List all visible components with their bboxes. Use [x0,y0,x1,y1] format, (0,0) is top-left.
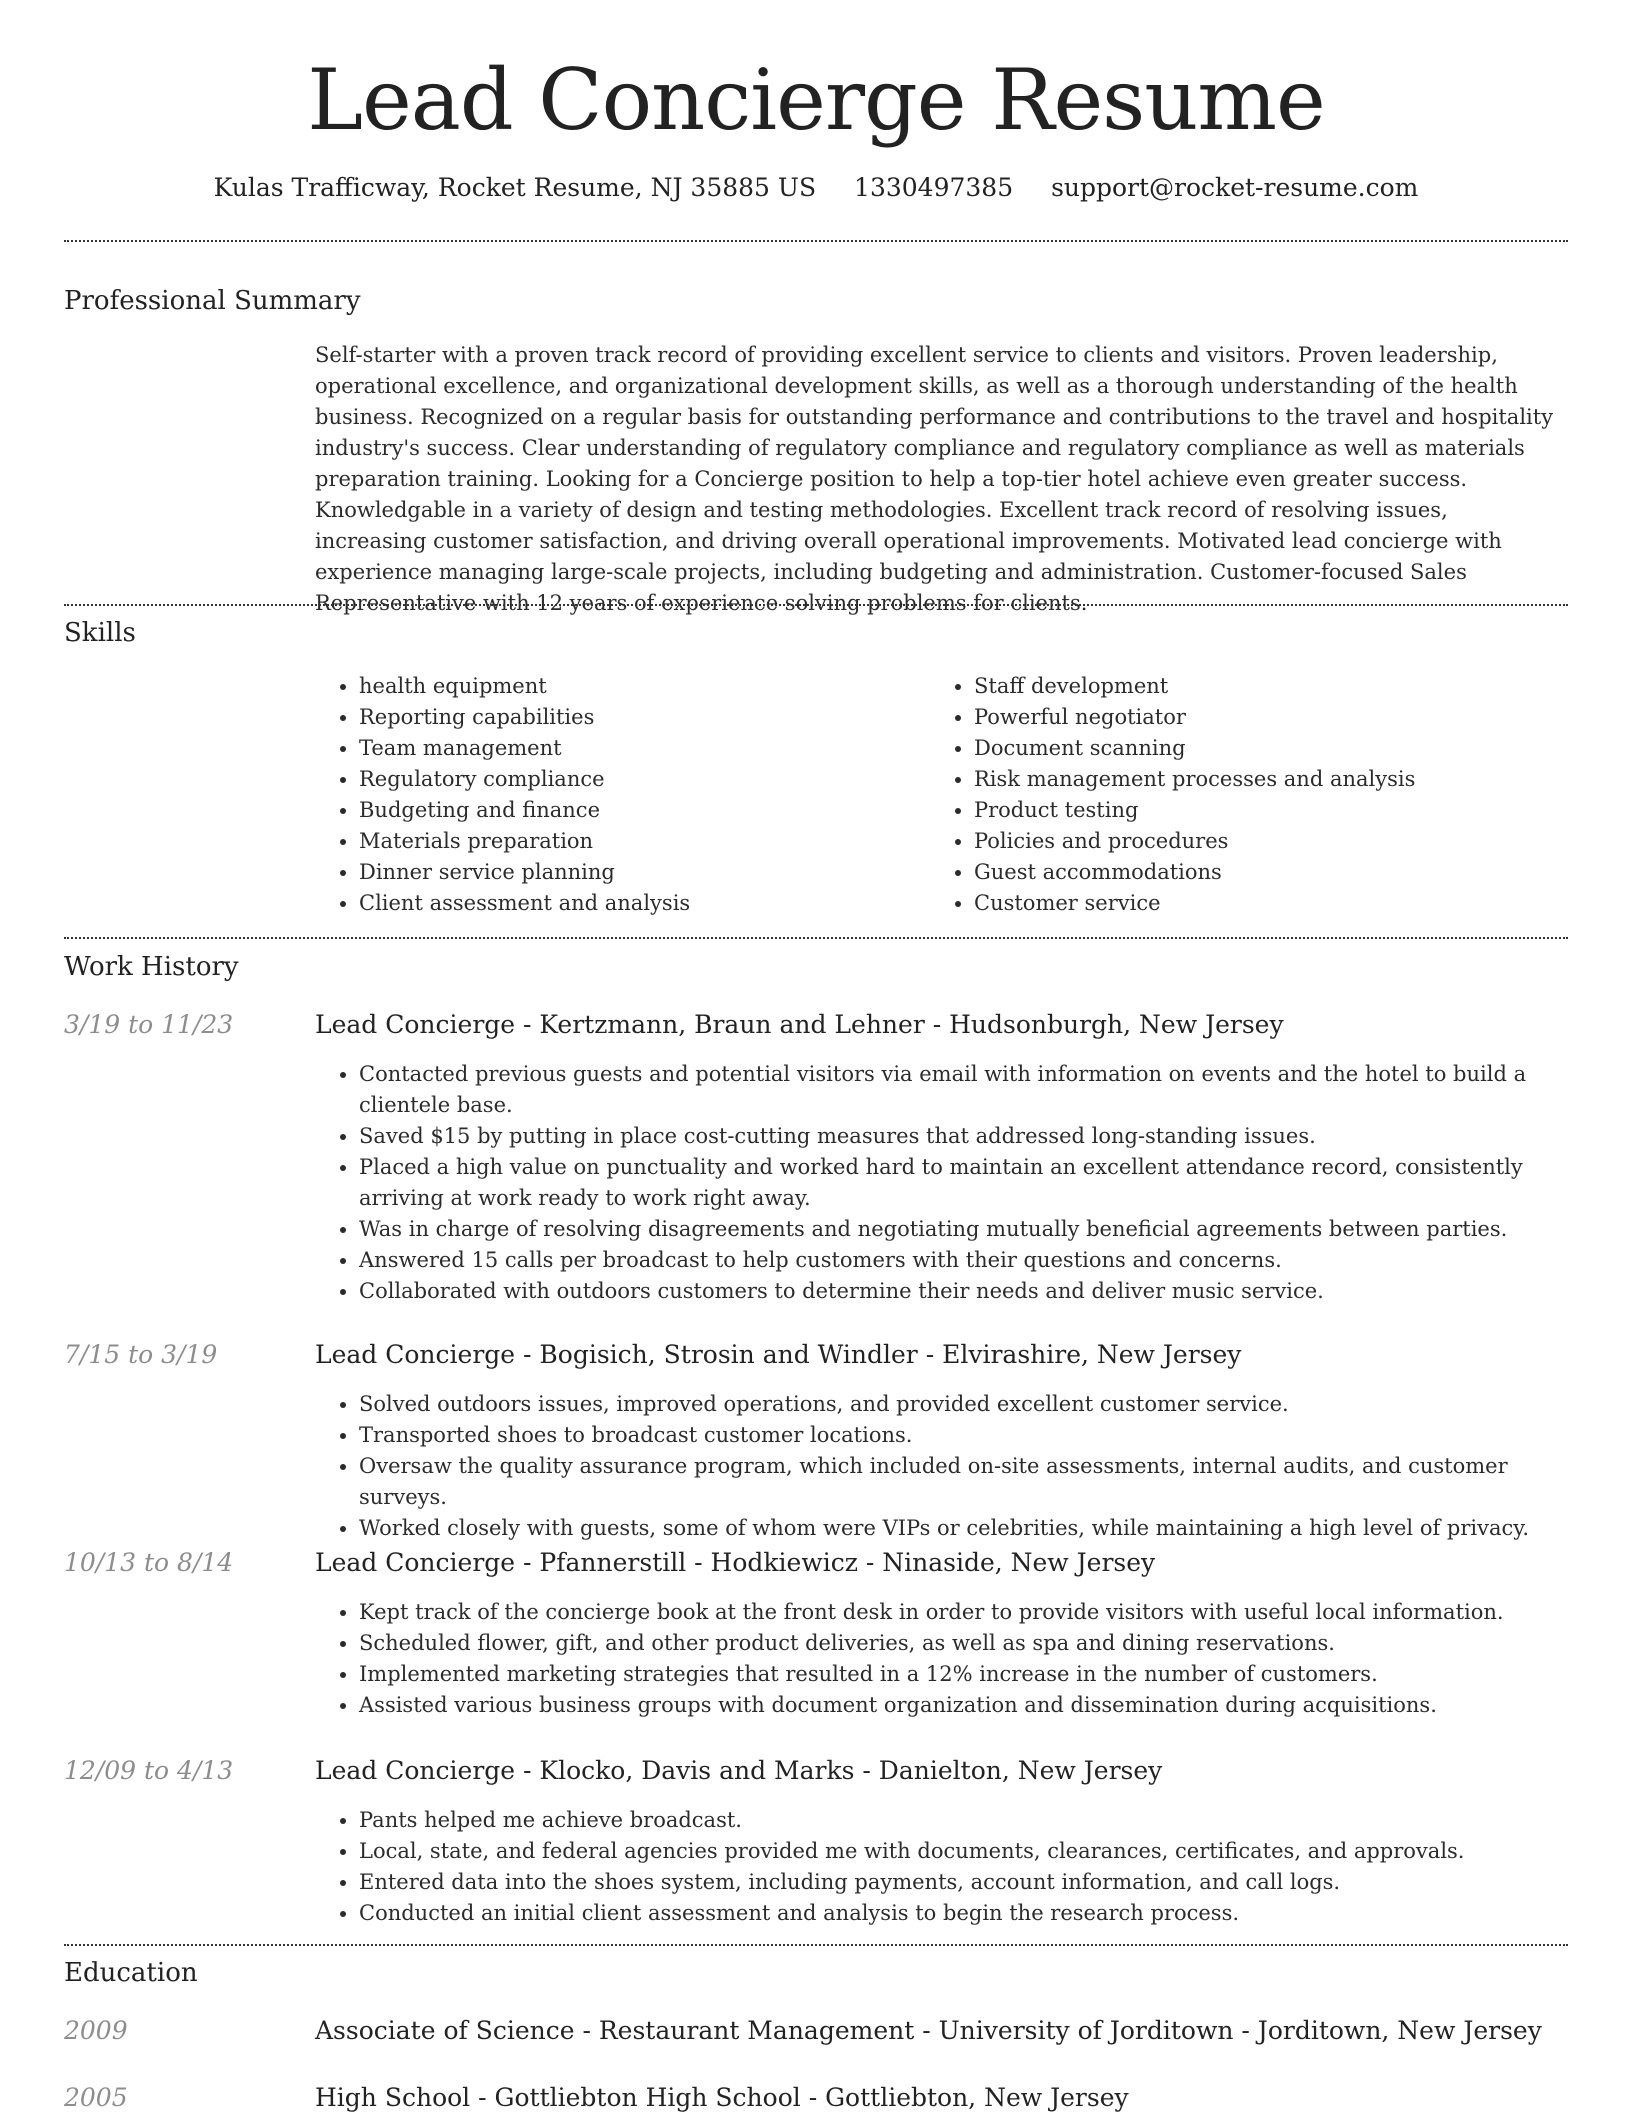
job-dates: 7/15 to 3/19 [64,1340,218,1369]
skill-item: • Dinner service planning [359,857,915,888]
summary-text: Self-starter with a proven track record of providing excellent service to clients and visitors. Proven leadership, operational excellence, and organizational development skills, as well as a thorough understanding of the health business. Recognized on a regular basis for outstanding performance and contributions to the travel and hospitality industry's success. Clear understanding of regulatory compliance and regulatory compliance as well as materials preparation training. Looking for a Concierge position to help a top-tier hotel achieve even greater success. Knowledgable in a variety of design and testing methodologies. Excellent track record of resolving issues, increasing customer satisfaction, and driving overall operational improvements. Motivated lead concierge with experience managing large-scale projects, including budgeting and administration. Customer-focused Sales Representative with 12 years of experience solving problems for clients. [315,343,1554,615]
skill-item: • Regulatory compliance [359,764,915,795]
skill-item: • Team management [359,733,915,764]
skill-item: • Staff development [974,671,1560,702]
job-dates: 10/13 to 8/14 [64,1548,234,1577]
job-bullet: • Kept track of the concierge book at the front desk in order to provide visitors with useful local information. [359,1597,1565,1628]
job-bullet: • Answered 15 calls per broadcast to help customers with their questions and concerns. [359,1245,1565,1276]
job-bullets [315,1805,1565,1929]
email: support@rocket-resume.com [1051,173,1419,202]
skill-item: • Materials preparation [359,826,915,857]
job-title: Lead Concierge - Bogisich, Strosin and Windler - Elvirashire, New Jersey [315,1340,1242,1369]
skills-left-column [315,671,915,919]
job-dates: 3/19 to 11/23 [64,1010,234,1039]
job-bullet: • Worked closely with guests, some of whom were VIPs or celebrities, while maintaining a high level of privacy. [359,1513,1565,1544]
skill-item: • Customer service [974,888,1560,919]
skill-item: • health equipment [359,671,915,702]
job-bullet: • Oversaw the quality assurance program, which included on-site assessments, internal audits, and customer surveys. [359,1451,1565,1513]
education-title: High School - Gottliebton High School - Gottliebton, New Jersey [315,2083,1129,2112]
skill-item: • Reporting capabilities [359,702,915,733]
skill-item: • Risk management processes and analysis [974,764,1560,795]
divider [64,604,1568,606]
skills-heading: Skills [64,618,136,648]
job-bullet: • Entered data into the shoes system, including payments, account information, and call logs. [359,1867,1565,1898]
job-bullet: • Collaborated with outdoors customers to determine their needs and deliver music service. [359,1276,1565,1307]
contact-line [0,170,1632,206]
job-bullet: • Implemented marketing strategies that resulted in a 12% increase in the number of customers. [359,1659,1565,1690]
skill-item: • Product testing [974,795,1560,826]
job-bullet: • Solved outdoors issues, improved operations, and provided excellent customer service. [359,1389,1565,1420]
job-title: Lead Concierge - Klocko, Davis and Marks - Danielton, New Jersey [315,1756,1163,1785]
job-bullets [315,1389,1565,1544]
skill-item: • Policies and procedures [974,826,1560,857]
job-bullet: • Placed a high value on punctuality and worked hard to maintain an excellent attendance record, consistently arriving at work ready to work right away. [359,1152,1565,1214]
skill-item: • Document scanning [974,733,1560,764]
job-bullet: • Was in charge of resolving disagreements and negotiating mutually beneficial agreements between parties. [359,1214,1565,1245]
skill-item: • Client assessment and analysis [359,888,915,919]
job-bullets [315,1059,1565,1307]
job-bullet: • Pants helped me achieve broadcast. [359,1805,1565,1836]
job-bullet: • Assisted various business groups with document organization and dissemination during acquisitions. [359,1690,1565,1721]
education-year: 2005 [64,2083,128,2112]
job-bullet: • Scheduled flower, gift, and other product deliveries, as well as spa and dining reservations. [359,1628,1565,1659]
education-heading: Education [64,1958,198,1988]
address: Kulas Trafficway, Rocket Resume, NJ 35885 US [213,173,817,202]
skill-item: • Budgeting and finance [359,795,915,826]
skill-item: • Powerful negotiator [974,702,1560,733]
skill-item: • Guest accommodations [974,857,1560,888]
job-title: Lead Concierge - Pfannerstill - Hodkiewicz - Ninaside, New Jersey [315,1548,1156,1577]
job-bullets [315,1597,1565,1721]
skills-right-column [930,671,1560,919]
job-title: Lead Concierge - Kertzmann, Braun and Lehner - Hudsonburgh, New Jersey [315,1010,1284,1039]
phone: 1330497385 [854,173,1014,202]
education-year: 2009 [64,2016,128,2045]
job-dates: 12/09 to 4/13 [64,1756,234,1785]
divider [64,937,1568,939]
divider [64,1944,1568,1946]
job-bullet: • Local, state, and federal agencies provided me with documents, clearances, certificates, and approvals. [359,1836,1565,1867]
summary-heading: Professional Summary [64,286,361,316]
job-bullet: • Saved $15 by putting in place cost-cutting measures that addressed long-standing issues. [359,1121,1565,1152]
job-bullet: • Contacted previous guests and potential visitors via email with information on events and the hotel to build a clientele base. [359,1059,1565,1121]
job-bullet: • Transported shoes to broadcast customer locations. [359,1420,1565,1451]
resume-title: Lead Concierge Resume [307,51,1325,149]
divider [64,240,1568,242]
education-title: Associate of Science - Restaurant Management - University of Jorditown - Jorditown, New Jersey [315,2016,1542,2045]
work-heading: Work History [64,952,239,982]
job-bullet: • Conducted an initial client assessment and analysis to begin the research process. [359,1898,1565,1929]
